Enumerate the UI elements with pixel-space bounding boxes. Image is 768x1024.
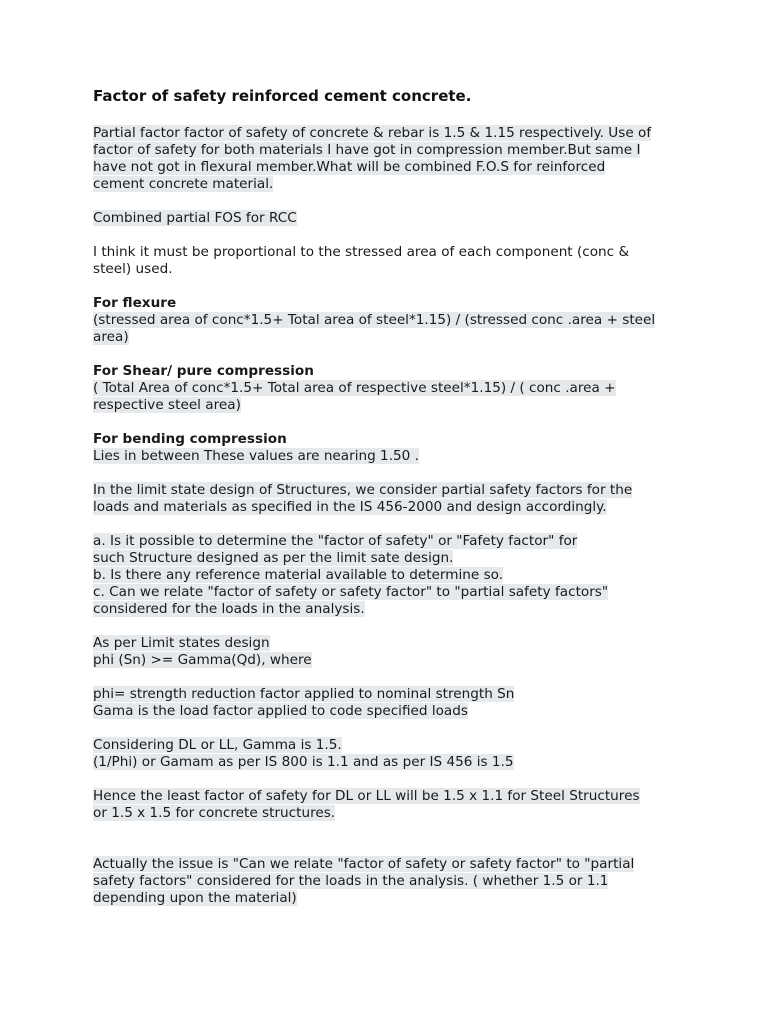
bending-heading: For bending compression — [93, 431, 287, 447]
question-line: Partial factor factor of safety of concrete & rebar is 1.5 & 1.15 respectively. Use of — [93, 125, 652, 141]
shear-section — [93, 363, 693, 414]
phi-definition-line: phi= strength reduction factor applied to nominal strength Sn — [93, 686, 515, 702]
shear-formula-line: respective steel area) — [93, 397, 241, 413]
limit-state-line: loads and materials as specified in the IS 456-2000 and design accordingly. — [93, 499, 607, 515]
actually-line: depending upon the material) — [93, 890, 297, 906]
limit-states-design-line: As per Limit states design — [93, 635, 270, 651]
actually-line: safety factors" considered for the loads in the analysis. ( whether 1.5 or 1.1 — [93, 873, 609, 889]
document-page — [93, 86, 693, 924]
flexure-formula-line: (stressed area of conc*1.5+ Total area of steel*1.15) / (stressed conc .area + steel — [93, 312, 656, 328]
questions-abc-line: c. Can we relate "factor of safety or safety factor" to "partial safety factors" — [93, 584, 609, 600]
phi-definition-paragraph — [93, 686, 693, 720]
questions-abc-line: b. Is there any reference material available to determine so. — [93, 567, 504, 583]
phi-definition-line: Gama is the load factor applied to code specified loads — [93, 703, 468, 719]
flexure-heading: For flexure — [93, 295, 177, 311]
question-line: cement concrete material. — [93, 176, 274, 192]
questions-abc-line: a. Is it possible to determine the "factor of safety" or "Fafety factor" for — [93, 533, 578, 549]
flexure-section — [93, 295, 693, 346]
considering-paragraph — [93, 737, 693, 771]
shear-heading: For Shear/ pure compression — [93, 363, 314, 379]
questions-abc-line: such Structure designed as per the limit sate design. — [93, 550, 454, 566]
flexure-formula-line: area) — [93, 329, 129, 345]
limit-states-design-paragraph — [93, 635, 693, 669]
hence-line: or 1.5 x 1.5 for concrete structures. — [93, 805, 336, 821]
combined-heading-paragraph — [93, 210, 693, 227]
bending-line: Lies in between These values are nearing 1.50 . — [93, 448, 419, 464]
proportional-paragraph — [93, 244, 693, 278]
actually-line: Actually the issue is "Can we relate "factor of safety or safety factor" to "partial — [93, 856, 635, 872]
proportional-line: steel) used. — [93, 261, 173, 277]
document-title: Factor of safety reinforced cement concrete. — [93, 87, 472, 105]
proportional-line: I think it must be proportional to the stressed area of each component (conc & — [93, 244, 630, 260]
bending-section — [93, 431, 693, 465]
actually-paragraph — [93, 856, 693, 907]
spacer — [93, 839, 693, 856]
limit-state-paragraph — [93, 482, 693, 516]
combined-heading: Combined partial FOS for RCC — [93, 210, 297, 226]
hence-line: Hence the least factor of safety for DL or LL will be 1.5 x 1.1 for Steel Structures — [93, 788, 640, 804]
question-line: have not got in flexural member.What will be combined F.O.S for reinforced — [93, 159, 606, 175]
shear-formula-line: ( Total Area of conc*1.5+ Total area of respective steel*1.15) / ( conc .area + — [93, 380, 616, 396]
considering-line: (1/Phi) or Gamam as per IS 800 is 1.1 and as per IS 456 is 1.5 — [93, 754, 514, 770]
limit-states-design-line: phi (Sn) >= Gamma(Qd), where — [93, 652, 312, 668]
questions-abc-paragraph — [93, 533, 693, 618]
considering-line: Considering DL or LL, Gamma is 1.5. — [93, 737, 342, 753]
limit-state-line: In the limit state design of Structures, we consider partial safety factors for the — [93, 482, 633, 498]
questions-abc-line: considered for the loads in the analysis. — [93, 601, 365, 617]
hence-paragraph — [93, 788, 693, 822]
question-line: factor of safety for both materials I have got in compression member.But same I — [93, 142, 641, 158]
question-paragraph — [93, 125, 693, 193]
